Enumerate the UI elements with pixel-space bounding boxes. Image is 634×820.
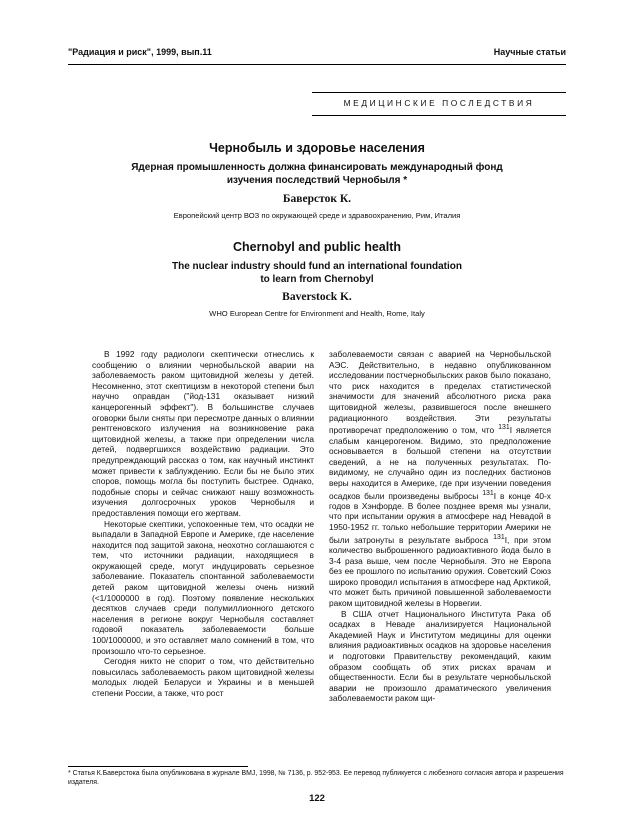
running-header bbox=[68, 47, 566, 61]
ru-subtitle-line1: Ядерная промышленность должна финансировать международный фонд bbox=[131, 162, 503, 173]
body-paragraph bbox=[329, 349, 551, 609]
ru-affiliation: Европейский центр ВОЗ по окружающей среде и здравоохранению, Рим, Италия bbox=[173, 211, 461, 220]
ru-subtitle bbox=[68, 162, 566, 187]
ru-author: Баверсток К. bbox=[282, 193, 352, 205]
journal-citation: "Радиация и риск", 1999, вып.11 bbox=[68, 47, 212, 57]
ru-title: Чернобыль и здоровье населения bbox=[209, 141, 425, 155]
en-title: Chernobyl and public health bbox=[232, 240, 402, 254]
section-label: МЕДИЦИНСКИЕ ПОСЛЕДСТВИЯ bbox=[343, 98, 535, 108]
body-paragraph: В США отчет Национального Института Рака об осадках в Неваде анализируется Национальной Академией Наук и Институтом медицины для оценки влияния радиоактивных осадков на здоровье населения и подготовки Правительству рекомендаций, каким образом сообщать об этих рисках врачам и общественности. Если бы в результате чернобыльской аварии не произошло драматического увеличения заболеваемости раком щи- bbox=[329, 608, 551, 704]
footnote-rule bbox=[68, 766, 248, 767]
text-run: заболеваемости связан с аварией на Чернобыльской АЭС. Действительно, в недавно опубликованном исследовании постчернобыльских раков было показано, что риск находится в пределах статистической значимости для значений абсолютного риска рака щитовидной железы, развившегося после внешнего радиационного воздействия. Эти результаты противоречат предположению о том, что bbox=[329, 349, 551, 435]
body-paragraph: В 1992 году радиологи скептически отнеслись к сообщению о влиянии чернобыльской аварии на заболеваемость раком щитовидной железы у детей. Несомненно, этот скептицизм в некоторой степени был научно оправдан ("йод-131 оказывает низкий канцерогенный эффект"). В большинстве случаев оговорки были сняты при пересмотре данных о влиянии рентгеновского излучения на возникновение рака щитовидной железы, а также при определении числа детей, подвергшихся воздействию радиации. Это предупреждающий рассказ о том, как научный инстинкт может привести к заблуждению. Если бы не было этих споров, помощь могла бы поступить быстрее. Однако, подобные споры и сейчас снижают нашу возможность изучения долгосрочных уроков Чернобыля и предоставления помощи его жертвам. bbox=[92, 349, 314, 518]
superscript: 131 bbox=[482, 489, 494, 497]
body-column-right bbox=[329, 349, 551, 704]
section-banner bbox=[312, 92, 566, 116]
superscript: 131 bbox=[498, 424, 510, 432]
header-rule bbox=[68, 64, 566, 65]
section-type: Научные статьи bbox=[493, 47, 566, 57]
text-run: I, при этом количество выброшенного радиоактивного йода было в 3-4 раза выше, чем после Чернобыля. Это не Европа без ее прошлого по испытанию оружия. Советский Союз широко проводил испытания в атмосфере над Арктикой, что может быть причиной повышенной заболеваемости раком щитовидной железы в Норвегии. bbox=[329, 534, 551, 608]
body-column-left bbox=[92, 349, 314, 699]
text-run: I является слабым канцерогеном. Видимо, это предположение основывается в большой степени на отсутствии сведений, а не на полученных результатах. По-видимому, не случайно один из последних бастионов веры находится в Америке, где при изучении поведения осадков были произведены выбросы bbox=[329, 424, 551, 501]
en-author: Baverstock K. bbox=[282, 291, 352, 303]
en-subtitle-line1: The nuclear industry should fund an international foundation bbox=[172, 261, 462, 272]
body-paragraph: Сегодня никто не спорит о том, что действительно повысилась заболеваемость раком щитовидной железы молодых людей Беларуси и Украины и в меньшей степени России, а также, что рост bbox=[92, 656, 314, 698]
text-run: I в конце 40-х годов в Хэнфорде. В более позднее время мы узнали, что при испытании оружия в атмосфере над Невадой в 1950-1952 гг. только небольшие территории Америки не были затронуты в результате выброса bbox=[329, 490, 551, 545]
en-subtitle-line2: to learn from Chernobyl bbox=[260, 273, 374, 285]
footnote: * Статья К.Баверстока была опубликована в журнале BMJ, 1998, № 7136, p. 952-953. Ее перевод публикуется с любезного согласия автора и разрешения издателя. bbox=[68, 770, 564, 786]
body-paragraph: Некоторые скептики, успокоенные тем, что осадки не выпадали в Западной Европе и Америке, где население находится под защитой закона, неохотно соглашаются с тем, что источники радиации, находящиеся в окружающей среде, могут индуцировать серьезное заболевание. Показатель спонтанной заболеваемости детей раком щитовидной железы очень низкий (<1/1000000 в год). Поэтому появление нескольких десятков случаев среди полумиллионного детского населения в регионе вокруг Чернобыля составляет годовой показатель заболеваемости больше 100/1000000, и это оставляет мало сомнений в том, что произошло что-то серьезное. bbox=[92, 518, 314, 656]
en-affiliation: WHO European Centre for Environment and Health, Rome, Italy bbox=[209, 309, 425, 318]
en-subtitle bbox=[68, 261, 566, 286]
page-number: 122 bbox=[309, 793, 325, 804]
ru-subtitle-line2: изучения последствий Чернобыля * bbox=[226, 174, 408, 186]
superscript: 131 bbox=[493, 533, 505, 541]
